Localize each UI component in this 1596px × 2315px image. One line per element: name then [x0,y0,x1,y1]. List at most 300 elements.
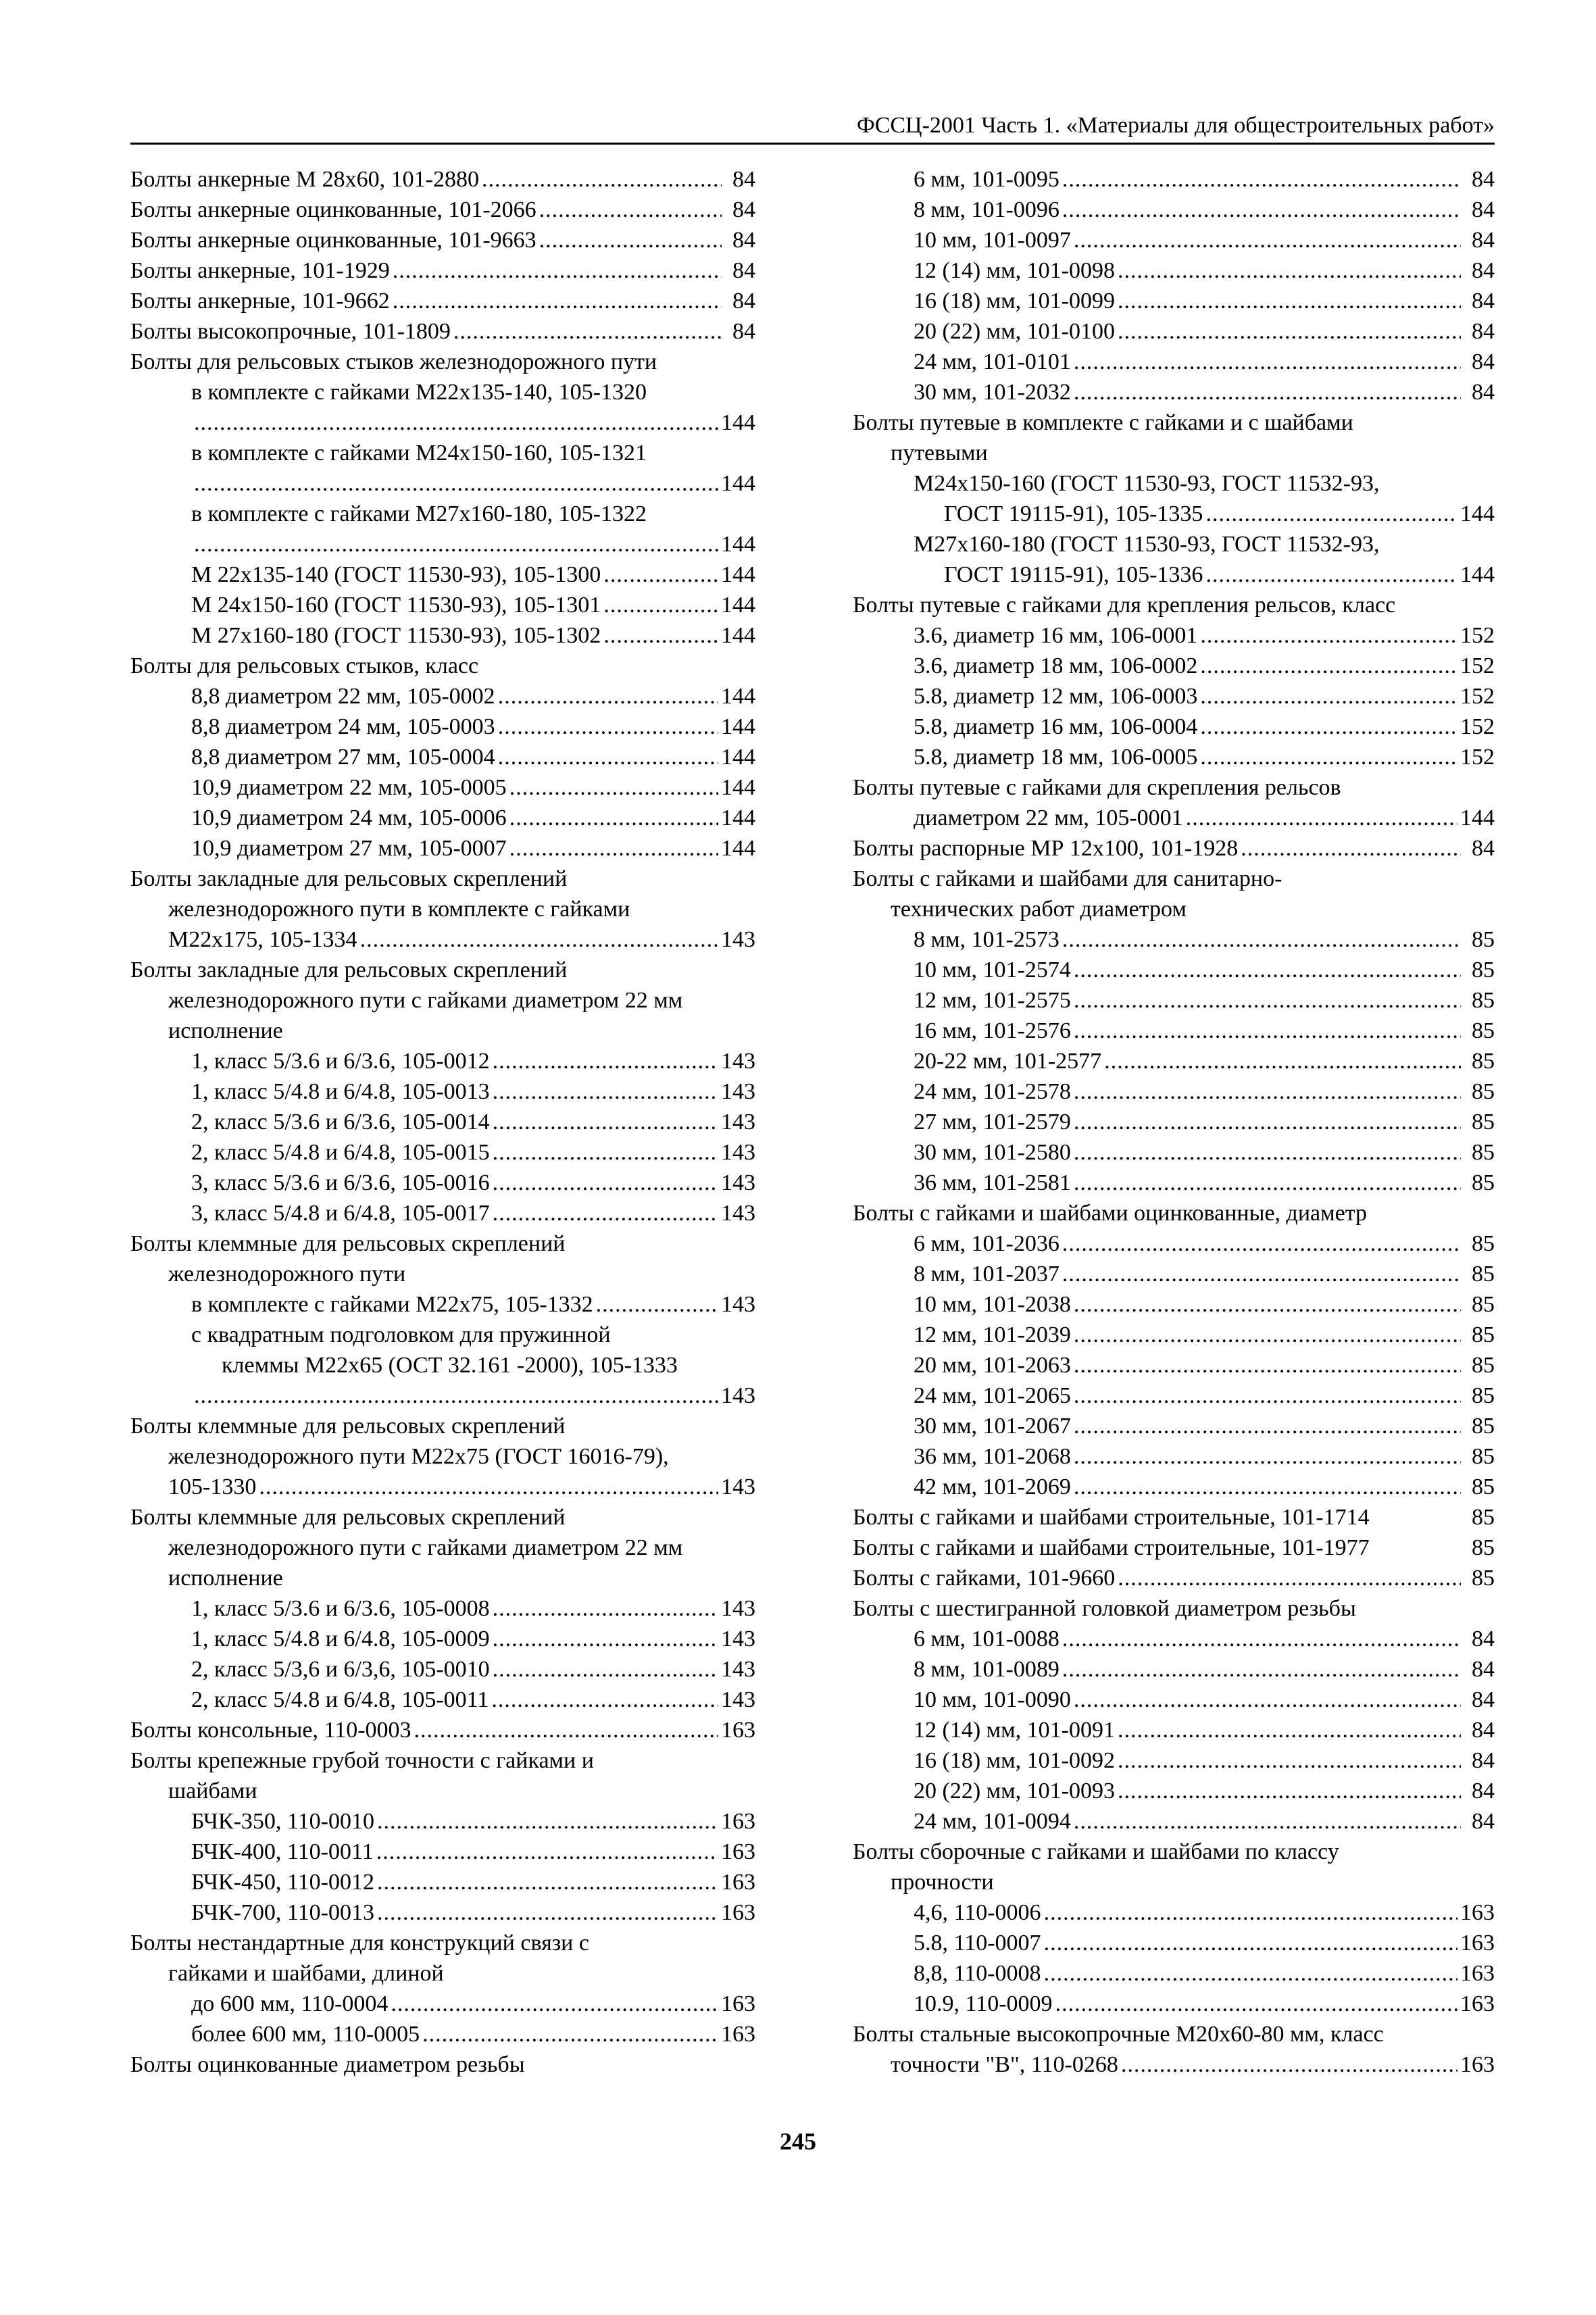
index-entry [130,681,755,712]
index-entry [130,1685,755,1715]
index-entry [853,1533,1495,1563]
entry-page-number: 84 [1472,289,1495,314]
entry-text: диаметром 22 мм, 105-0001 [914,805,1183,830]
entry-page-number: 84 [1472,1809,1495,1834]
entry-text: Болты анкерные оцинкованные, 101-9663 [130,228,537,253]
dot-leader [1118,316,1461,347]
entry-text: с квадратным подголовком для пружинной [191,1322,611,1347]
entry-text: 8 мм, 101-0096 [914,197,1059,222]
index-entry [853,195,1495,225]
entry-text: 8 мм, 101-0089 [914,1657,1059,1682]
entry-text: в комплекте с гайками М27х160-180, 105-1322 [191,501,647,526]
entry-text: Болты анкерные М 28х60, 101-2880 [130,167,479,192]
entry-page-number: 152 [1460,714,1495,739]
dot-leader [1062,195,1461,225]
index-entry [853,1137,1495,1168]
entry-page-number: 84 [1472,1718,1495,1743]
entry-text: 12 (14) мм, 101-0098 [914,258,1115,283]
index-heading [130,864,755,894]
index-heading [130,1228,755,1259]
entry-text: Болты анкерные, 101-1929 [130,258,390,283]
index-heading [853,864,1495,894]
dot-leader [1074,1320,1461,1350]
index-entry [130,1289,755,1320]
entry-page-number: 84 [1472,228,1495,253]
entry-page-number: 143 [721,1474,755,1499]
index-entry [130,833,755,864]
dot-leader [1200,651,1457,681]
index-entry [853,955,1495,985]
entry-text: 6 мм, 101-2036 [914,1231,1059,1256]
index-entry [130,924,755,955]
entry-text: 20 мм, 101-2063 [914,1353,1071,1378]
entry-text: Болты с шестигранной головкой диаметром резьбы [853,1596,1356,1621]
entry-page-number: 85 [1472,957,1495,982]
index-entry [130,1837,755,1867]
index-entry [130,255,755,286]
index-entry [853,924,1495,955]
index-entry [130,1867,755,1897]
entry-text: БЧК-350, 110-0010 [191,1809,374,1834]
entry-text: 4,6, 110-0006 [914,1900,1041,1925]
entry-text: 1, класс 5/4.8 и 6/4.8, 105-0009 [191,1626,490,1651]
entry-text: БЧК-450, 110-0012 [191,1870,374,1895]
dot-leader [1044,1928,1457,1958]
entry-text: 12 мм, 101-2039 [914,1322,1071,1347]
entry-text: точности "В", 110-0268 [891,2052,1118,2077]
dot-leader [1074,1685,1461,1715]
entry-page-number: 85 [1472,1444,1495,1469]
entry-page-number: 143 [721,1079,755,1104]
entry-text: Болты закладные для рельсовых скреплений [130,957,568,982]
dot-leader [1118,1563,1461,1593]
header-rule [130,143,1495,145]
index-heading [130,894,755,924]
entry-text: 30 мм, 101-2067 [914,1414,1071,1439]
dot-leader [1074,1411,1461,1441]
index-entry [130,529,755,559]
index-column-right [853,164,1495,2080]
index-entry [130,2019,755,2049]
entry-text: Болты с гайками и шайбами строительные, 101-1714 [853,1505,1370,1530]
dot-leader [1118,286,1461,316]
entry-page-number: 144 [721,684,755,709]
entry-text: Болты нестандартные для конструкций связи с [130,1931,589,1956]
entry-page-number: 143 [721,1140,755,1165]
dot-leader [1062,1654,1461,1685]
index-entry [853,1046,1495,1076]
index-heading [130,1563,755,1593]
entry-text: 24 мм, 101-2065 [914,1383,1071,1408]
entry-text: 3.6, диаметр 16 мм, 106-0001 [914,623,1198,648]
index-entry [853,803,1495,833]
entry-text: Болты путевые с гайками для крепления рельсов, класс [853,593,1396,618]
entry-text: 6 мм, 101-0088 [914,1626,1059,1651]
index-entry [853,499,1495,529]
dot-leader [1200,742,1457,772]
index-heading [130,1928,755,1958]
entry-text: 10,9 диаметром 27 мм, 105-0007 [191,836,507,861]
entry-page-number: 143 [721,1170,755,1195]
entry-text: 16 (18) мм, 101-0099 [914,289,1115,314]
dot-leader [509,803,718,833]
entry-page-number: 84 [1472,1778,1495,1803]
entry-page-number: 85 [1472,1140,1495,1165]
index-entry [853,1259,1495,1289]
entry-text: М 22х135-140 (ГОСТ 11530-93), 105-1300 [191,562,601,587]
entry-page-number: 144 [721,836,755,861]
entry-text: 8,8 диаметром 22 мм, 105-0002 [191,684,495,709]
page-number: 245 [780,2128,816,2155]
index-entry [130,1989,755,2019]
index-entry [130,590,755,620]
index-heading [130,2049,755,2080]
index-entry [853,164,1495,195]
dot-leader [194,407,718,438]
entry-text: 2, класс 5/4.8 и 6/4.8, 105-0015 [191,1140,490,1165]
index-heading [130,651,755,681]
dot-leader [1200,712,1457,742]
entry-text: 3, класс 5/3.6 и 6/3.6, 105-0016 [191,1170,490,1195]
index-entry [130,225,755,255]
dot-leader [539,225,722,255]
entry-page-number: 144 [721,775,755,800]
dot-leader [376,1837,718,1867]
entry-text: 36 мм, 101-2581 [914,1170,1071,1195]
dot-leader [498,712,718,742]
entry-page-number: 84 [732,197,755,222]
dot-leader [493,1198,718,1228]
entry-page-number: 85 [1472,1170,1495,1195]
dot-leader [1044,1897,1457,1928]
entry-page-number: 84 [732,167,755,192]
entry-page-number: 163 [721,1809,755,1834]
entry-text: железнодорожного пути М22х75 (ГОСТ 16016-79), [168,1444,669,1469]
dot-leader [1118,1715,1461,1745]
entry-text: 5.8, диаметр 12 мм, 106-0003 [914,684,1198,709]
dot-leader [603,590,718,620]
index-entry [853,742,1495,772]
entry-text: 1, класс 5/3.6 и 6/3.6, 105-0008 [191,1596,490,1621]
entry-text: Болты для рельсовых стыков, класс [130,653,479,678]
entry-page-number: 84 [1472,1626,1495,1651]
dot-leader [1074,955,1461,985]
entry-page-number: 85 [1472,1231,1495,1256]
entry-text: 2, класс 5/4.8 и 6/4.8, 105-0011 [191,1687,489,1712]
dot-leader [1241,833,1461,864]
index-entry [853,559,1495,590]
dot-leader [493,1076,718,1107]
entry-page-number: 143 [721,1292,755,1317]
dot-leader [360,924,718,955]
entry-text: 42 мм, 101-2069 [914,1474,1071,1499]
entry-text: 3, класс 5/4.8 и 6/4.8, 105-0017 [191,1201,490,1226]
dot-leader [377,1806,718,1837]
index-heading [130,1502,755,1533]
dot-leader [1062,164,1461,195]
dot-leader [603,559,718,590]
entry-text: Болты с гайками, 101-9660 [853,1566,1116,1591]
dot-leader [1062,1259,1461,1289]
index-heading [853,468,1495,499]
index-entry [853,1624,1495,1654]
dot-leader [1118,255,1461,286]
entry-text: Болты клеммные для рельсовых скреплений [130,1231,566,1256]
entry-text: 8,8, 110-0008 [914,1961,1041,1986]
entry-text: Болты анкерные оцинкованные, 101-2066 [130,197,537,222]
index-heading [130,1533,755,1563]
index-entry [130,1624,755,1654]
dot-leader [1074,1806,1461,1837]
entry-text: 10 мм, 101-2574 [914,957,1071,982]
entry-page-number: 85 [1472,1566,1495,1591]
index-heading [130,1958,755,1989]
entry-text: исполнение [168,1018,283,1043]
entry-text: путевыми [891,441,988,466]
entry-text: 20-22 мм, 101-2577 [914,1049,1102,1074]
entry-text: Болты с гайками и шайбами строительные, 101-1977 [853,1535,1370,1560]
entry-text: 1, класс 5/3.6 и 6/3.6, 105-0012 [191,1049,490,1074]
entry-text: Болты с гайками и шайбами для санитарно- [853,866,1282,891]
dot-leader [1062,924,1461,955]
dot-leader [498,742,718,772]
entry-page-number: 85 [1472,1079,1495,1104]
dot-leader [509,772,718,803]
entry-page-number: 143 [721,927,755,952]
entry-text: 10,9 диаметром 22 мм, 105-0005 [191,775,507,800]
index-entry [853,985,1495,1016]
entry-text: 12 (14) мм, 101-0091 [914,1718,1115,1743]
entry-text: 30 мм, 101-2580 [914,1140,1071,1165]
entry-text: 36 мм, 101-2068 [914,1444,1071,1469]
index-entry [130,1806,755,1837]
dot-leader [509,833,718,864]
index-heading [853,1837,1495,1867]
index-entry [853,1745,1495,1776]
entry-text: 20 (22) мм, 101-0100 [914,319,1115,344]
index-entry [130,1107,755,1137]
index-heading [130,1320,755,1350]
entry-page-number: 85 [1472,1535,1495,1560]
index-entry [130,803,755,833]
entry-page-number: 84 [732,258,755,283]
entry-text: М 27х160-180 (ГОСТ 11530-93), 105-1302 [191,623,601,648]
entry-page-number: 85 [1472,1474,1495,1499]
entry-page-number: 85 [1472,1110,1495,1135]
entry-text: шайбами [168,1778,257,1803]
entry-text: 2, класс 5/3.6 и 6/3.6, 105-0014 [191,1110,490,1135]
entry-text: исполнение [168,1566,283,1591]
index-heading [853,1198,1495,1228]
index-heading [130,1411,755,1441]
entry-text: Болты путевые с гайками для скрепления рельсов [853,775,1341,800]
index-entry [853,1502,1495,1533]
index-entry [853,1411,1495,1441]
index-entry [853,1441,1495,1472]
dot-leader [539,195,722,225]
index-entry [853,1958,1495,1989]
entry-text: М24х150-160 (ГОСТ 11530-93, ГОСТ 11532-93, [914,471,1380,496]
index-entry [130,316,755,347]
dot-leader [1062,1624,1461,1654]
entry-page-number: 143 [721,1657,755,1682]
index-heading [130,1776,755,1806]
entry-text: 105-1330 [168,1474,257,1499]
dot-leader [493,1624,718,1654]
dot-leader [422,2019,718,2049]
dot-leader [1074,985,1461,1016]
entry-text: Болты крепежные грубой точности с гайками и [130,1748,594,1773]
entry-page-number: 163 [1460,1931,1495,1956]
entry-page-number: 143 [721,1201,755,1226]
entry-text: 8,8 диаметром 24 мм, 105-0003 [191,714,495,739]
index-heading [130,1745,755,1776]
index-heading [130,1350,755,1380]
index-entry [130,559,755,590]
entry-page-number: 144 [721,714,755,739]
dot-leader [1074,1016,1461,1046]
entry-page-number: 143 [721,1049,755,1074]
entry-text: 10,9 диаметром 24 мм, 105-0006 [191,805,507,830]
entry-page-number: 143 [721,1596,755,1621]
dot-leader [194,468,718,499]
index-entry [853,1928,1495,1958]
entry-page-number: 144 [721,562,755,587]
entry-text: 6 мм, 101-0095 [914,167,1059,192]
index-entry [853,1806,1495,1837]
index-entry [130,164,755,195]
index-heading [130,377,755,407]
index-entry [853,681,1495,712]
index-column-left [130,164,755,2080]
index-heading [853,529,1495,559]
index-entry [130,1593,755,1624]
entry-page-number: 84 [1472,319,1495,344]
entry-text: 10 мм, 101-2038 [914,1292,1071,1317]
index-entry [853,1016,1495,1046]
entry-text: М27х160-180 (ГОСТ 11530-93, ГОСТ 11532-93, [914,532,1380,557]
entry-text: 5.8, диаметр 18 мм, 106-0005 [914,745,1198,770]
entry-page-number: 163 [721,1991,755,2016]
dot-leader [1104,1046,1461,1076]
index-entry [853,1897,1495,1928]
index-entry [853,1685,1495,1715]
index-entry [853,1380,1495,1411]
entry-page-number: 85 [1472,1049,1495,1074]
index-entry [853,1228,1495,1259]
dot-leader [377,1897,718,1928]
index-heading [130,955,755,985]
entry-text: Болты для рельсовых стыков железнодорожного пути [130,349,657,374]
index-heading [853,438,1495,468]
entry-page-number: 143 [721,1110,755,1135]
entry-page-number: 163 [1460,1991,1495,2016]
dot-leader [391,1989,718,2019]
index-entry [853,377,1495,407]
entry-text: железнодорожного пути в комплекте с гайками [168,897,630,922]
entry-text: 10 мм, 101-0090 [914,1687,1071,1712]
entry-text: 2, класс 5/3,6 и 6/3,6, 105-0010 [191,1657,490,1682]
entry-page-number: 163 [721,1839,755,1864]
entry-text: гайками и шайбами, длиной [168,1961,444,1986]
dot-leader [1074,1168,1461,1198]
index-entry [853,255,1495,286]
entry-page-number: 85 [1472,1292,1495,1317]
dot-leader [1118,1745,1461,1776]
index-entry [130,407,755,438]
entry-text: Болты консольные, 110-0003 [130,1718,412,1743]
entry-page-number: 84 [732,289,755,314]
entry-page-number: 85 [1472,1018,1495,1043]
entry-text: БЧК-400, 110-0011 [191,1839,374,1864]
entry-text: Болты клеммные для рельсовых скреплений [130,1414,566,1439]
dot-leader [603,620,718,651]
dot-leader [491,1685,718,1715]
entry-text: в комплекте с гайками М22х135-140, 105-1320 [191,380,647,405]
entry-text: 24 мм, 101-0101 [914,349,1071,374]
dot-leader [1074,1289,1461,1320]
dot-leader [493,1168,718,1198]
entry-text: железнодорожного пути [168,1262,406,1287]
dot-leader [259,1472,718,1502]
entry-page-number: 85 [1472,1322,1495,1347]
index-entry [130,1076,755,1107]
dot-leader [1044,1958,1457,1989]
dot-leader [1062,1228,1461,1259]
entry-text: клеммы М22х65 (ОСТ 32.161 -2000), 105-1333 [222,1353,678,1378]
index-entry [853,1654,1495,1685]
entry-text: в комплекте с гайками М22х75, 105-1332 [191,1292,593,1317]
entry-text: до 600 мм, 110-0004 [191,1991,389,2016]
entry-page-number: 85 [1472,1353,1495,1378]
entry-page-number: 84 [732,319,755,344]
index-entry [130,1472,755,1502]
dot-leader [1200,620,1457,651]
dot-leader [1186,803,1457,833]
entry-text: 30 мм, 101-2032 [914,380,1071,405]
entry-text: 3.6, диаметр 18 мм, 106-0002 [914,653,1198,678]
entry-page-number: 85 [1472,1383,1495,1408]
entry-text: Болты анкерные, 101-9662 [130,289,390,314]
entry-page-number: 163 [1460,1961,1495,1986]
index-entry [853,316,1495,347]
entry-page-number: 84 [1472,1687,1495,1712]
entry-page-number: 84 [1472,258,1495,283]
entry-page-number: 85 [1472,988,1495,1013]
entry-text: Болты с гайками и шайбами оцинкованные, диаметр [853,1201,1367,1226]
entry-page-number: 144 [721,805,755,830]
entry-text: железнодорожного пути с гайками диаметром 22 мм [168,988,683,1013]
dot-leader [453,316,722,347]
dot-leader [1074,377,1461,407]
entry-text: 1, класс 5/4.8 и 6/4.8, 105-0013 [191,1079,490,1104]
entry-text: Болты оцинкованные диаметром резьбы [130,2052,525,2077]
index-entry [853,1320,1495,1350]
entry-page-number: 163 [721,1718,755,1743]
dot-leader [1055,1989,1457,2019]
dot-leader [1205,499,1457,529]
index-entry [130,468,755,499]
entry-text: 5.8, 110-0007 [914,1931,1041,1956]
index-entry [130,1137,755,1168]
index-entry [130,1897,755,1928]
index-entry [130,1046,755,1076]
dot-leader [1074,1350,1461,1380]
index-entry [130,195,755,225]
entry-page-number: 84 [1472,1657,1495,1682]
index-heading [130,1016,755,1046]
entry-page-number: 85 [1472,1505,1495,1530]
